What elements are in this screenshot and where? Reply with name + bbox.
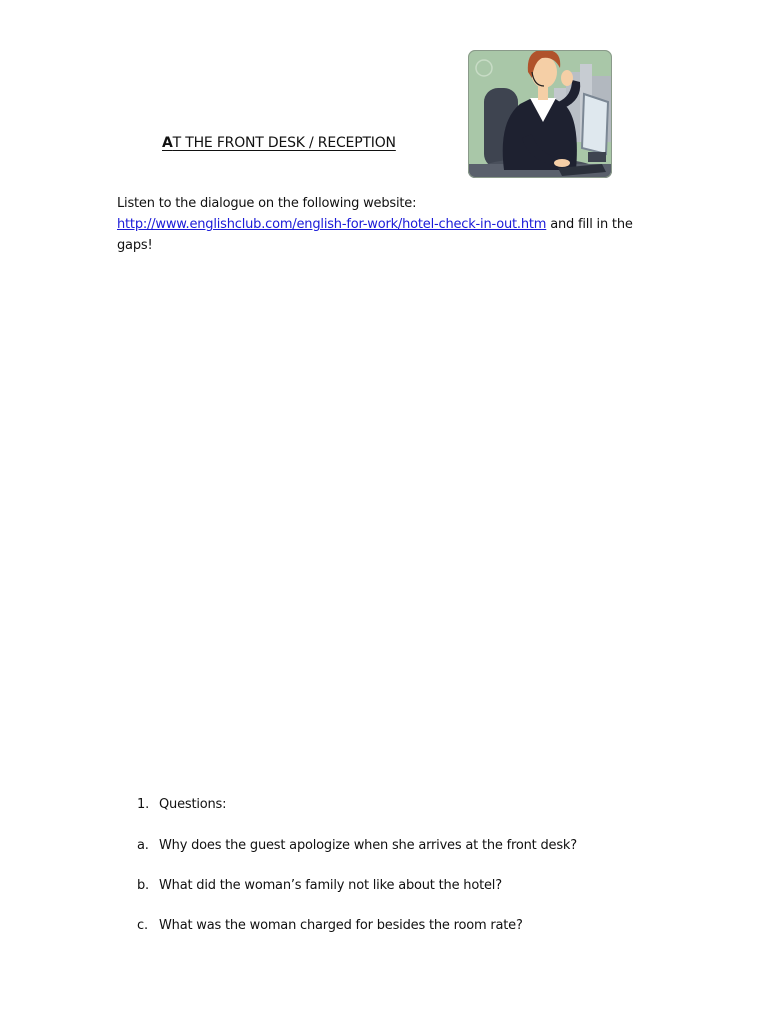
list-marker: b.: [137, 878, 149, 893]
title-initial: A: [162, 135, 173, 151]
instructions-paragraph: [117, 193, 657, 256]
title-rest: T THE FRONT DESK / RECEPTION: [172, 135, 396, 151]
questions-heading-text: Questions:: [159, 797, 227, 812]
question-item-b: [137, 878, 697, 898]
receptionist-icon: [468, 42, 614, 180]
questions-heading: [137, 797, 697, 817]
questions-section: [137, 797, 697, 958]
receptionist-illustration: [468, 42, 614, 180]
question-text: What did the woman’s family not like about the hotel?: [159, 878, 502, 893]
englishclub-link[interactable]: http://www.englishclub.com/english-for-work/hotel-check-in-out.htm: [117, 217, 547, 232]
question-item-a: [137, 838, 697, 858]
page-title: [162, 135, 396, 151]
question-text: What was the woman charged for besides the room rate?: [159, 918, 523, 933]
list-marker: c.: [137, 918, 148, 933]
list-marker: a.: [137, 838, 149, 853]
list-marker: 1.: [137, 797, 150, 812]
question-text: Why does the guest apologize when she arrives at the front desk?: [159, 838, 577, 853]
instructions-lead: Listen to the dialogue on the following website:: [117, 196, 417, 211]
instructions-tail: and fill in the gaps!: [117, 217, 633, 253]
question-item-c: [137, 918, 697, 938]
